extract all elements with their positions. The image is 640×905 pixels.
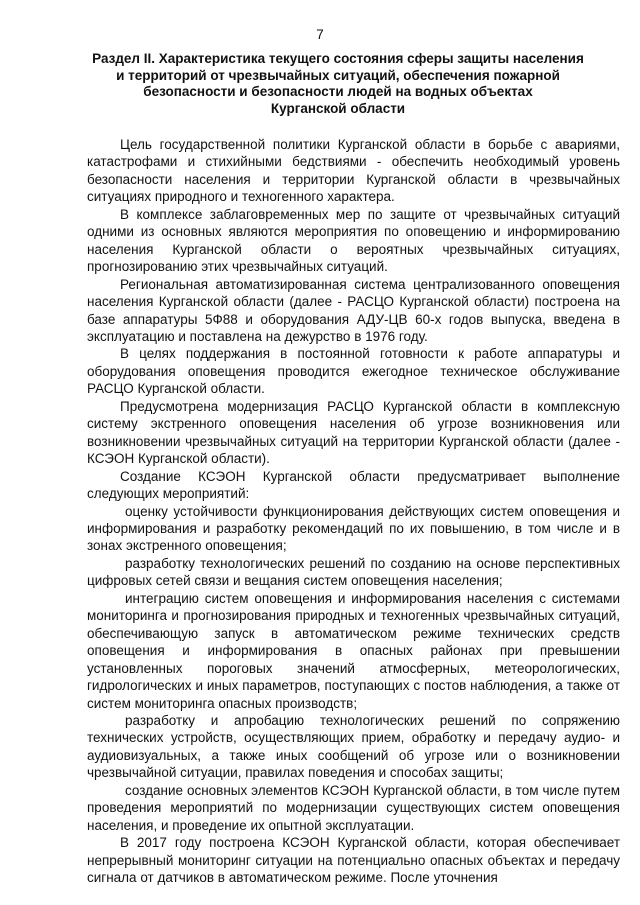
- paragraph-kseon-intro: Создание КСЭОН Курганской области предусматривает выполнение следующих мероприятий:: [87, 468, 620, 502]
- paragraph-modernization: Предусмотрена модернизация РАСЦО Курганской области в комплексную систему экстренного оповещения населения об угрозе возникновения или возникновении чрезвычайных ситуаций на территории Курганской области (далее - КСЭОН Курганской области).: [87, 398, 620, 467]
- section-title-line: безопасности и безопасности людей на водных объектах: [143, 84, 533, 99]
- section-title: [82, 51, 594, 117]
- paragraph-kseon-2017: В 2017 году построена КСЭОН Курганской области, которая обеспечивает непрерывный мониторинг ситуации на потенциально опасных объектах и передачу сигнала от датчиков в автоматическом режиме. После уточнения: [87, 835, 620, 886]
- page-number: 7: [316, 27, 324, 42]
- list-item: разработку и апробацию технологических решений по сопряжению технических устройств, осуществляющих прием, обработку и передачу аудио- и аудиовизуальных, а также иных сообщений об угрозе или о возникновении чрезвычайной ситуации, правилах поведения и способах защиты;: [87, 712, 620, 781]
- body-text: [87, 136, 620, 886]
- list-item: оценку устойчивости функционирования действующих систем оповещения и информирования и разработку рекомендаций по их повышению, в том числе и в зонах экстренного оповещения;: [87, 503, 620, 554]
- paragraph-warning-measures: В комплексе заблаговременных мер по защите от чрезвычайных ситуаций одними из основных являются мероприятия по оповещению и информированию населения Курганской области о вероятных чрезвычайных ситуациях, прогнозированию этих чрезвычайных ситуаций.: [87, 206, 620, 275]
- list-item: разработку технологических решений по созданию на основе перспективных цифровых сетей связи и вещания систем оповещения населения;: [87, 555, 620, 589]
- section-title-line: Курганской области: [270, 100, 406, 116]
- paragraph-policy-goal: Цель государственной политики Курганской области в борьбе с авариями, катастрофами и стихийными бедствиями - обеспечить необходимый уровень безопасности населения и территории Курганской области в чрезвычайных ситуациях природного и техногенного характера.: [87, 137, 620, 205]
- list-item: создание основных элементов КСЭОН Курганской области, в том числе путем проведения мероприятий по модернизации существующих систем оповещения населения, и проведение их опытной эксплуатации.: [87, 782, 620, 833]
- section-title-line: Раздел II. Характеристика текущего состояния сферы защиты населения: [92, 51, 584, 66]
- list-item: интеграцию систем оповещения и информирования населения с системами мониторинга и прогнозирования природных и техногенных чрезвычайных ситуаций, обеспечивающую запуск в автоматическом режиме технических средств оповещения и информирования в опасных районах при превышении установленных пороговых значений атмосферных, метеорологических, гидрологических и иных параметров, поступающих с постов наблюдения, а также от систем мониторинга опасных производств;: [87, 590, 620, 711]
- paragraph-rasco-system: Региональная автоматизированная система централизованного оповещения населения Курганской области (далее - РАСЦО Курганской области) построена на базе аппаратуры 5Ф88 и оборудования АДУ-ЦВ 60-х годов выпуска, введена в эксплуатацию и поставлена на дежурство в 1976 году.: [87, 276, 620, 344]
- section-title-line: и территорий от чрезвычайных ситуаций, обеспечения пожарной: [116, 67, 560, 83]
- paragraph-maintenance: В целях поддержания в постоянной готовности к работе аппаратуры и оборудования оповещения проводится ежегодное техническое обслуживание РАСЦО Курганской области.: [87, 346, 620, 397]
